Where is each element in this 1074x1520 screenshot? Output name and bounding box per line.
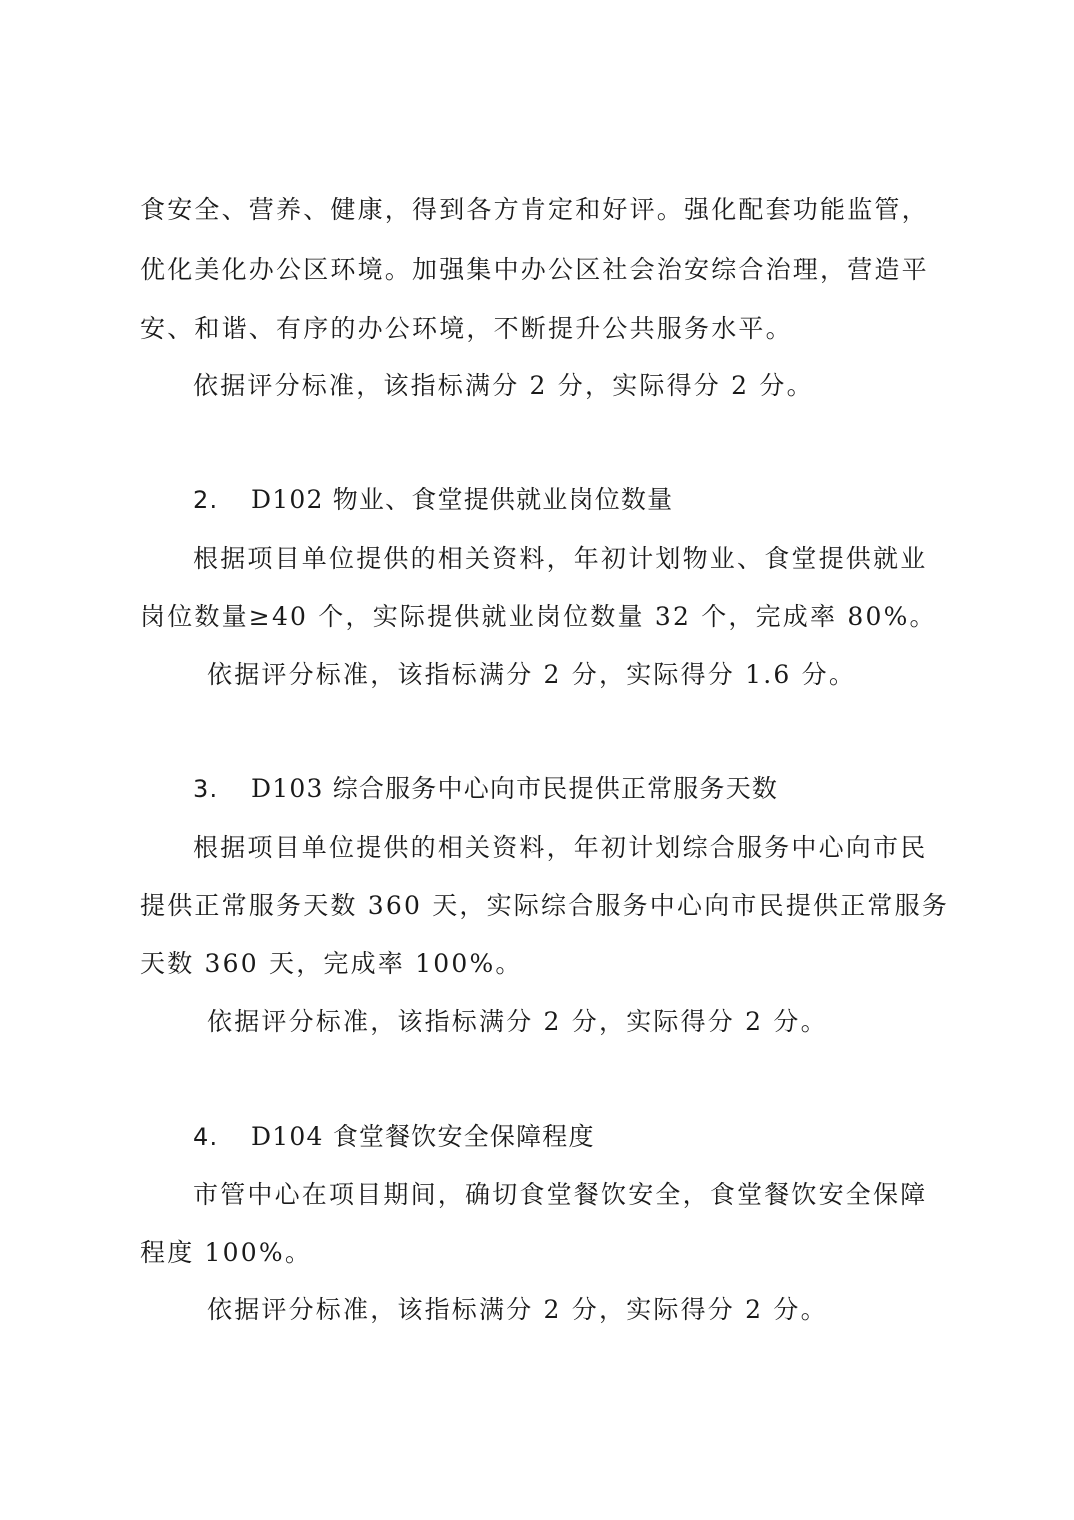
intro-paragraph-line-3: 安、和谐、有序的办公环境，不断提升公共服务水平。: [140, 314, 793, 343]
section-d103-line-3: 天数 360 天，完成率 100%。: [140, 949, 523, 978]
section-title: D103 综合服务中心向市民提供正常服务天数: [251, 774, 779, 803]
intro-score-line: 依据评分标准，该指标满分 2 分，实际得分 2 分。: [193, 371, 814, 400]
section-heading-d103: [193, 771, 778, 807]
section-d103-line-2: 提供正常服务天数 360 天，实际综合服务中心向市民提供正常服务: [140, 891, 950, 920]
section-heading-d104: [193, 1119, 595, 1155]
section-d104-line-1: 市管中心在项目期间，确切食堂餐饮安全，食堂餐饮安全保障: [193, 1180, 928, 1209]
section-d103-line-1: 根据项目单位提供的相关资料，年初计划综合服务中心向市民: [193, 833, 928, 862]
section-title: D104 食堂餐饮安全保障程度: [251, 1122, 595, 1151]
section-number: 2.: [193, 486, 219, 514]
section-heading-d102: [193, 482, 673, 518]
section-d102-line-2: 岗位数量≥40 个，实际提供就业岗位数量 32 个，完成率 80%。: [140, 602, 937, 631]
section-title: D102 物业、食堂提供就业岗位数量: [251, 485, 674, 514]
section-d104-line-2: 程度 100%。: [140, 1238, 313, 1267]
section-number: 4.: [193, 1123, 219, 1151]
intro-paragraph-line-2: 优化美化办公区环境。加强集中办公区社会治安综合治理，营造平: [140, 255, 929, 284]
intro-paragraph-line-1: 食安全、营养、健康，得到各方肯定和好评。强化配套功能监管，: [140, 195, 929, 224]
section-d104-score: 依据评分标准，该指标满分 2 分，实际得分 2 分。: [207, 1295, 828, 1324]
section-d102-line-1: 根据项目单位提供的相关资料，年初计划物业、食堂提供就业: [193, 544, 928, 573]
section-d103-score: 依据评分标准，该指标满分 2 分，实际得分 2 分。: [207, 1007, 828, 1036]
section-d102-score: 依据评分标准，该指标满分 2 分，实际得分 1.6 分。: [207, 660, 857, 689]
section-number: 3.: [193, 775, 219, 803]
